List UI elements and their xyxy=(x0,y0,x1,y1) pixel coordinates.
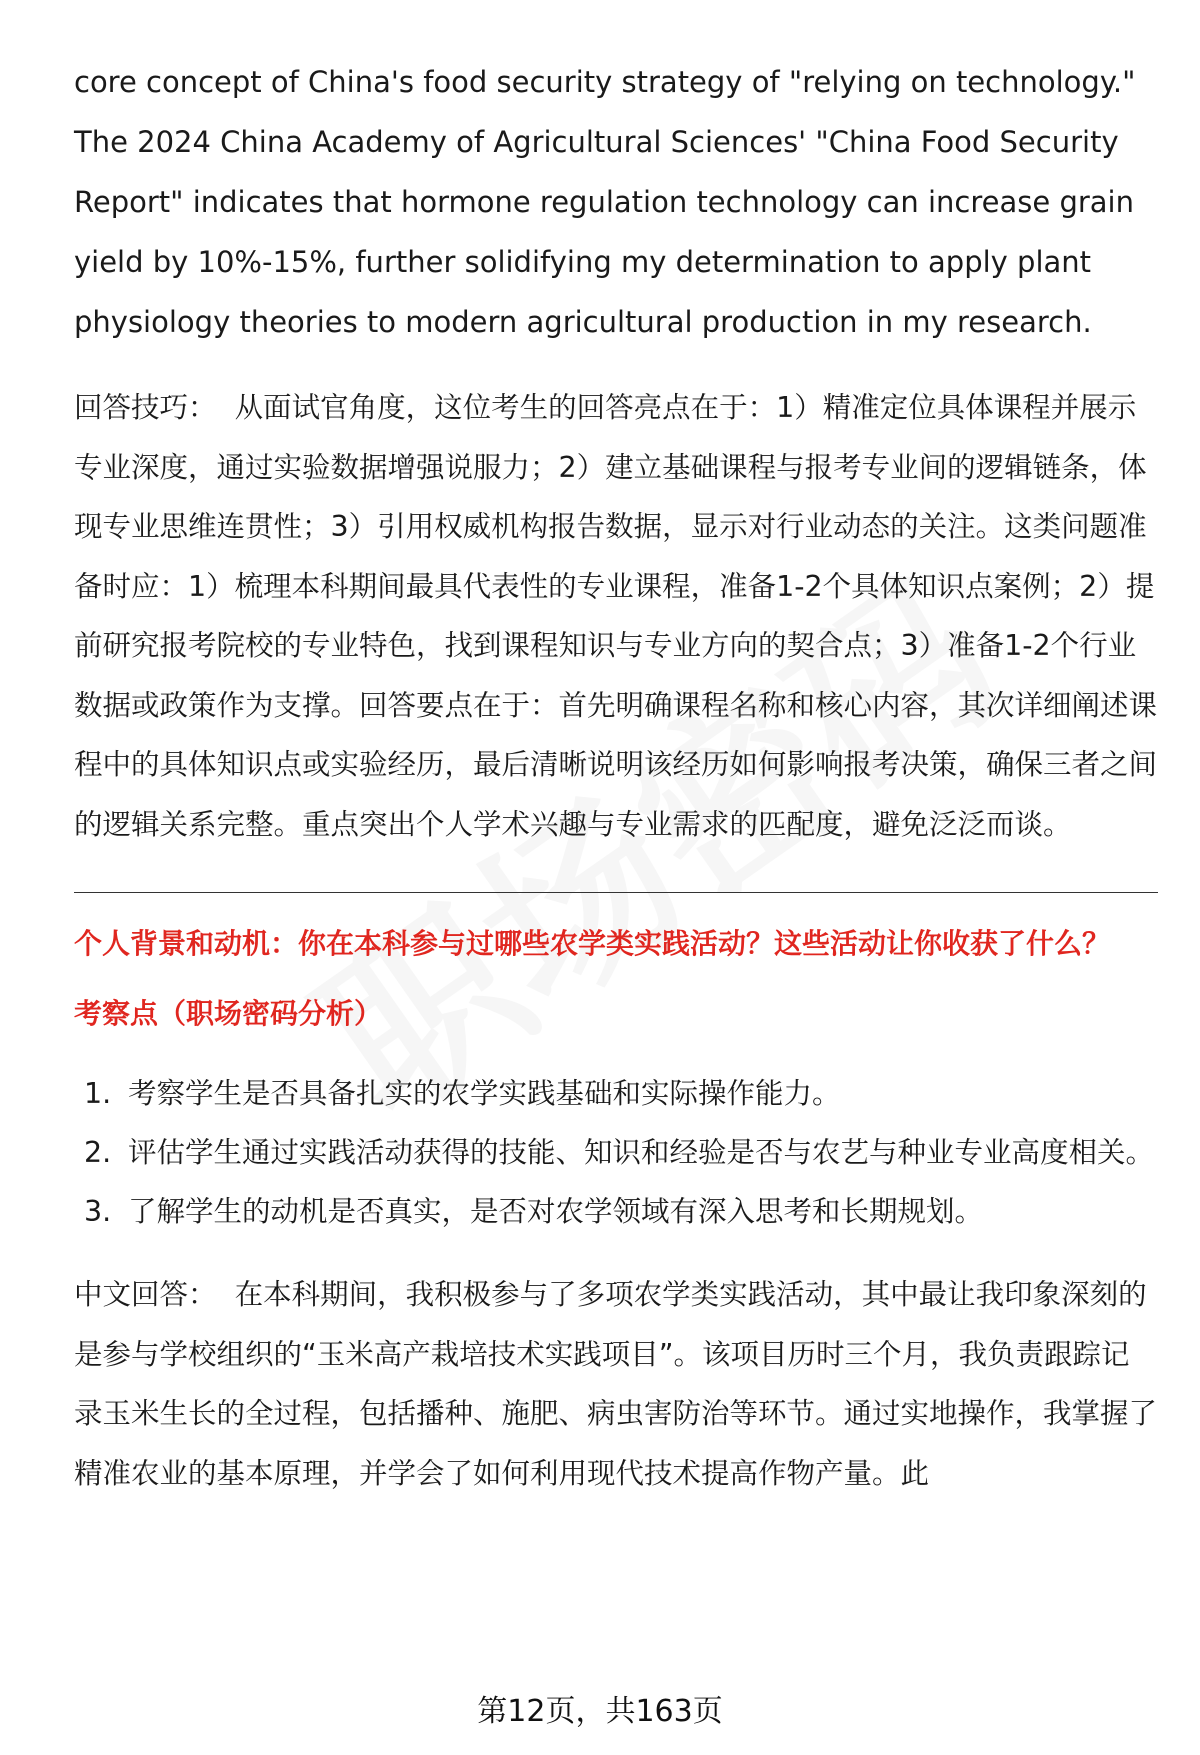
page-number-footer: 第12页，共163页 xyxy=(477,1694,723,1729)
document-page xyxy=(74,52,1158,1503)
tips-label: 回答技巧： xyxy=(74,391,217,424)
list-item-number: 2. xyxy=(84,1136,112,1169)
list-item xyxy=(74,1182,1158,1241)
intro-paragraph: core concept of China's food security strategy of "relying on technology." The 2024 China Academy of Agricultural Sciences' "China Food Security Report" indicates that hormone regulation technology can increase grain yield by 10%-15%, further solidifying my determination to apply plant physiology theories to modern agricultural production in my research. xyxy=(74,65,1136,339)
assessment-points-list xyxy=(74,1064,1158,1241)
question-heading: 个人背景和动机：你在本科参与过哪些农学类实践活动？这些活动让你收获了什么？ xyxy=(74,927,1111,960)
list-item-text: 考察学生是否具备扎实的农学实践基础和实际操作能力。 xyxy=(128,1077,841,1110)
list-item xyxy=(74,1123,1158,1182)
answer-tips-paragraph xyxy=(74,378,1158,854)
list-item-text: 了解学生的动机是否真实，是否对农学领域有深入思考和长期规划。 xyxy=(128,1195,984,1228)
chinese-answer-paragraph xyxy=(74,1265,1158,1503)
list-item-number: 1. xyxy=(84,1077,112,1110)
tips-text: 从面试官角度，这位考生的回答亮点在于：1）精准定位具体课程并展示专业深度，通过实验数据增强说服力；2）建立基础课程与报考专业间的逻辑链条，体现专业思维连贯性；3）引用权威机构报告数据，显示对行业动态的关注。这类问题准备时应：1）梳理本科期间最具代表性的专业课程，准备1-2个具体知识点案例；2）提前研究报考院校的专业特色，找到课程知识与专业方向的契合点；3）准备1-2个行业数据或政策作为支撑。回答要点在于：首先明确课程名称和核心内容，其次详细阐述课程中的具体知识点或实验经历，最后清晰说明该经历如何影响报考决策，确保三者之间的逻辑关系完整。重点突出个人学术兴趣与专业需求的匹配度，避免泛泛而谈。 xyxy=(74,391,1158,841)
answer-label: 中文回答： xyxy=(74,1278,217,1311)
assessment-heading: 考察点（职场密码分析） xyxy=(74,997,383,1030)
section-divider xyxy=(74,892,1158,893)
list-item-number: 3. xyxy=(84,1195,112,1228)
list-item xyxy=(74,1064,1158,1123)
list-item-text: 评估学生通过实践活动获得的技能、知识和经验是否与农艺与种业专业高度相关。 xyxy=(128,1136,1155,1169)
answer-text: 在本科期间，我积极参与了多项农学类实践活动，其中最让我印象深刻的是参与学校组织的“玉米高产栽培技术实践项目”。该项目历时三个月，我负责跟踪记录玉米生长的全过程，包括播种、施肥、病虫害防治等环节。通过实地操作，我掌握了精准农业的基本原理，并学会了如何利用现代技术提高作物产量。此 xyxy=(74,1278,1158,1490)
